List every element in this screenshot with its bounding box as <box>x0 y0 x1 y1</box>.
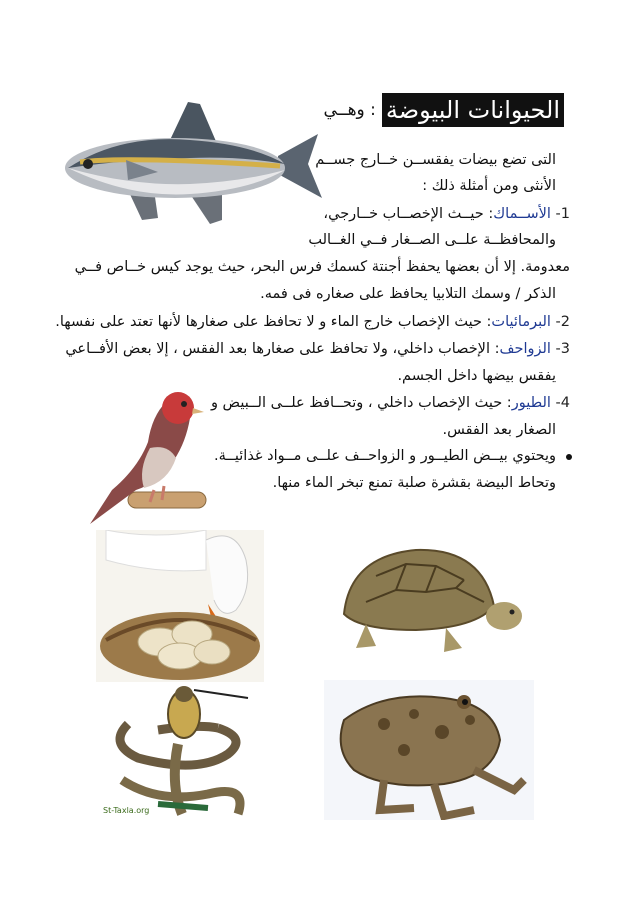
item-fish-line-2: والمحافظــة علــى الصــغار فــي الغــالب <box>308 232 556 248</box>
item-reptiles-line-2: يفقس بيضها داخل الجسم. <box>397 368 556 384</box>
item-text: : حيــث الإخصــاب خــارجي، <box>323 206 494 222</box>
item-text: : الإخصاب داخلي، ولا تحافظ على صغارها بعد الفقس ، إلا بعض الأفــاعي <box>65 341 500 357</box>
tortoise-image <box>326 536 526 656</box>
item-birds-line-2: الصغار بعد الفقس. <box>442 422 556 438</box>
item-text: : حيث الإخصاب خارج الماء و لا تحافظ على صغارها لأنها تعتد على نفسها. <box>55 314 492 330</box>
item-number: 2- <box>555 314 570 330</box>
item-term-reptiles: الزواحف <box>499 341 551 357</box>
item-term-amphibians: البرمائيات <box>491 314 551 330</box>
toad-image <box>324 680 534 820</box>
item-amphibians-line-1 <box>55 312 570 332</box>
intro-line-1: التى تضع بيضات يفقســن خــارج جســم <box>315 152 556 168</box>
item-number: 1- <box>555 206 570 222</box>
item-fish-line-4: الذكر / وسمك التلابيا يحافظ على صغاره فى فمه. <box>260 286 556 302</box>
heading-boxed-title: الحيوانات البيوضة <box>382 93 564 127</box>
image-credit: St-Taxla.org <box>103 806 150 815</box>
bullet-dot <box>566 454 572 460</box>
item-term-birds: الطيور <box>511 395 551 411</box>
canary-bird-image <box>78 378 212 526</box>
item-reptiles-line-1 <box>65 339 570 359</box>
item-term-fish: الأســماك <box>493 206 551 222</box>
item-fish-line-3: معدومة. إلا أن بعضها يحفظ أجنتة كسمك فرس البحر، حيث يوجد كيس خــاص فــي <box>74 259 570 275</box>
fish-image <box>40 98 325 230</box>
item-number: 3- <box>555 341 570 357</box>
heading-suffix: : وهــي <box>323 100 376 120</box>
intro-line-2: الأنثى ومن أمثلة ذلك : <box>422 178 556 194</box>
item-birds-line-1 <box>211 393 570 413</box>
bullet-line-2: وتحاط البيضة بقشرة صلبة تمنع تبخر الماء منها. <box>272 475 556 491</box>
page-heading <box>323 92 564 128</box>
item-text: : حيث الإخصاب داخلي ، وتحــافظ علــى الــبيض و <box>210 395 512 411</box>
bullet-line-1: ويحتوي بيــض الطيــور و الزواحــف علــى مــواد غذائيــة. <box>214 448 556 464</box>
swan-nest-eggs-image <box>96 530 264 682</box>
item-fish-line-1 <box>323 204 570 224</box>
item-number: 4- <box>555 395 570 411</box>
